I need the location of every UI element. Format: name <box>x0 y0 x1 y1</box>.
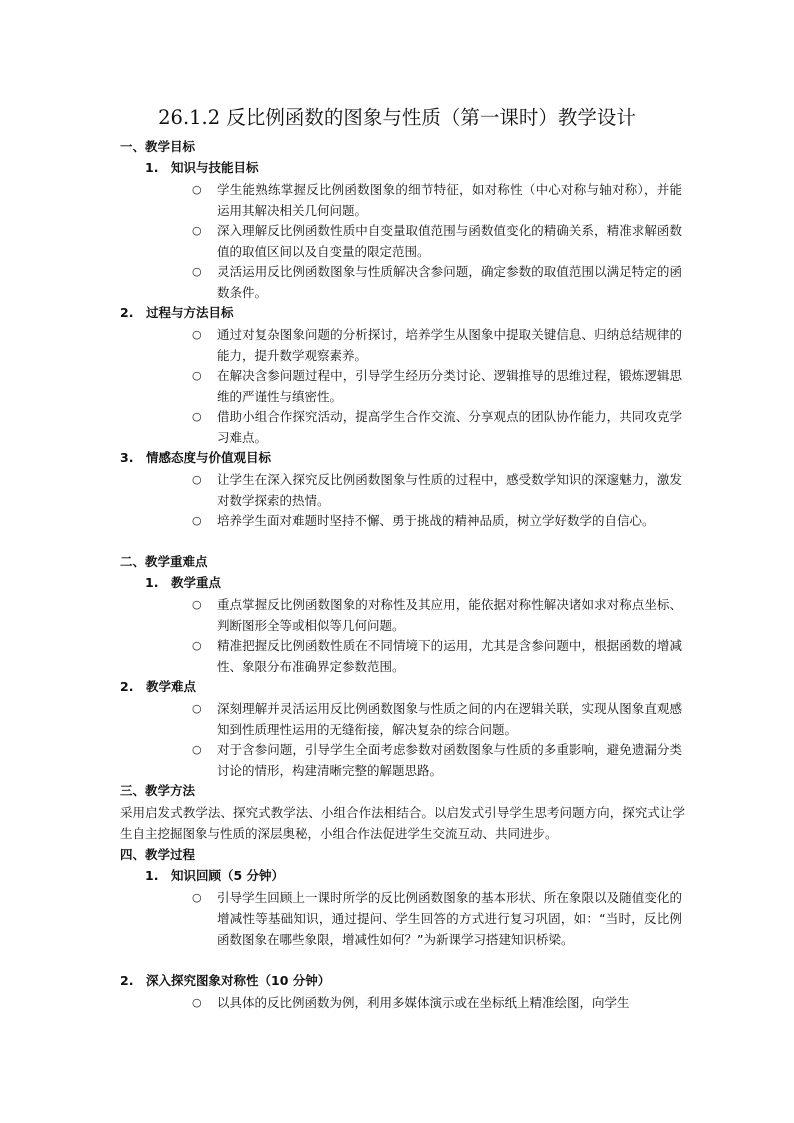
subheading-label: 知识回顾（5 分钟） <box>171 868 285 883</box>
bullet-icon: ○ <box>192 224 202 237</box>
list-item <box>192 635 682 677</box>
list-item-text: 让学生在深入探究反比例函数图象与性质的过程中，感受数学知识的深邃魅力，激发对数学探索的热情。 <box>217 472 682 508</box>
list-item-text: 对于含参问题，引导学生全面考虑参数对函数图象与性质的多重影响，避免遗漏分类讨论的情形，构建清晰完整的解题思路。 <box>217 742 682 778</box>
subheading-process-methods <box>120 303 234 323</box>
list-item-text: 在解决含参问题过程中，引导学生经历分类讨论、逻辑推导的思维过程，锻炼逻辑思维的严谨性与缜密性。 <box>217 368 682 404</box>
bullet-icon: ○ <box>192 598 202 611</box>
subheading-number: 1. <box>145 868 159 883</box>
list-item-text: 学生能熟练掌握反比例函数图象的细节特征，如对称性（中心对称与轴对称），并能运用其解决相关几何问题。 <box>217 182 682 218</box>
list-item-text: 深入理解反比例函数性质中自变量取值范围与函数值变化的精确关系，精准求解函数值的取值区间以及自变量的限定范围。 <box>217 223 682 259</box>
subheading-emotions-values <box>120 448 271 468</box>
bullet-icon: ○ <box>192 265 202 278</box>
list-item-text: 精准把握反比例函数性质在不同情境下的运用，尤其是含参问题中，根据函数的增减性、象限分布准确界定参数范围。 <box>217 638 682 674</box>
list-item-text: 灵活运用反比例函数图象与性质解决含参问题，确定参数的取值范围以满足特定的函数条件。 <box>217 264 682 300</box>
list-item <box>192 406 682 448</box>
subheading-difficult-points <box>120 677 196 697</box>
bullet-icon: ○ <box>192 183 202 196</box>
subheading-symmetry-exploration <box>120 971 330 991</box>
list-item <box>192 469 682 511</box>
subheading-number: 1. <box>145 160 159 175</box>
subheading-label: 情感态度与价值观目标 <box>146 450 272 465</box>
section-heading-teaching-methods: 三、教学方法 <box>120 783 196 798</box>
bullet-icon: ○ <box>192 639 202 652</box>
list-item <box>192 698 682 740</box>
document-title: 26.1.2 反比例函数的图象与性质（第一课时）教学设计 <box>158 106 636 129</box>
bullet-icon: ○ <box>192 514 202 527</box>
section-heading-teaching-process: 四、教学过程 <box>120 847 196 862</box>
list-item-text: 引导学生回顾上一课时所学的反比例函数图象的基本形状、所在象限以及随值变化的增减性等基础知识，通过提问、学生回答的方式进行复习巩固，如：“当时，反比例函数图象在哪些象限，增减性如何？”为新课学习搭建知识桥梁。 <box>217 890 682 947</box>
list-item-text: 培养学生面对难题时坚持不懈、勇于挑战的精神品质，树立学好数学的自信心。 <box>217 513 655 528</box>
subheading-number: 3. <box>120 450 134 465</box>
teaching-methods-paragraph: 采用启发式教学法、探究式教学法、小组合作法相结合。以启发式引导学生思考问题方向，探究式让学生自主挖掘图象与性质的深层奥秘，小组合作法促进学生交流互动、共同进步。 <box>120 805 685 841</box>
section-heading-teaching-objectives: 一、教学目标 <box>120 139 196 154</box>
list-item <box>192 887 682 950</box>
list-item <box>192 220 682 262</box>
subheading-knowledge-skills <box>145 158 259 178</box>
subheading-number: 2. <box>120 305 134 320</box>
list-item <box>192 179 682 221</box>
list-item <box>192 261 682 303</box>
bullet-icon: ○ <box>192 891 202 904</box>
list-item <box>192 324 682 366</box>
list-item-text: 重点掌握反比例函数图象的对称性及其应用，能依据对称性解决诸如求对称点坐标、判断图形全等或相似等几何问题。 <box>217 597 682 633</box>
list-item-text: 以具体的反比例函数为例，利用多媒体演示或在坐标纸上精准绘图，向学生 <box>217 995 630 1010</box>
subheading-label: 知识与技能目标 <box>171 160 259 175</box>
subheading-knowledge-review <box>145 866 284 886</box>
subheading-label: 过程与方法目标 <box>146 305 234 320</box>
section-heading-key-difficult-points: 二、教学重难点 <box>120 554 208 569</box>
bullet-icon: ○ <box>192 410 202 423</box>
subheading-number: 1. <box>145 575 159 590</box>
list-item <box>192 992 682 1013</box>
bullet-icon: ○ <box>192 743 202 756</box>
bullet-icon: ○ <box>192 996 202 1009</box>
bullet-icon: ○ <box>192 369 202 382</box>
list-item-text: 深刻理解并灵活运用反比例函数图象与性质之间的内在逻辑关联，实现从图象直观感知到性质理性运用的无缝衔接，解决复杂的综合问题。 <box>217 701 682 737</box>
subheading-number: 2. <box>120 679 134 694</box>
list-item-text: 借助小组合作探究活动，提高学生合作交流、分享观点的团队协作能力，共同攻克学习难点。 <box>217 409 682 445</box>
list-item <box>192 594 682 636</box>
subheading-number: 2. <box>120 973 134 988</box>
bullet-icon: ○ <box>192 473 202 486</box>
subheading-label: 教学重点 <box>171 575 222 590</box>
list-item <box>192 510 682 531</box>
subheading-label: 教学难点 <box>146 679 197 694</box>
subheading-key-points <box>145 573 221 593</box>
list-item-text: 通过对复杂图象问题的分析探讨，培养学生从图象中提取关键信息、归纳总结规律的能力，提升数学观察素养。 <box>217 327 682 363</box>
subheading-label: 深入探究图象对称性（10 分钟） <box>146 973 331 988</box>
bullet-icon: ○ <box>192 702 202 715</box>
list-item <box>192 739 682 781</box>
bullet-icon: ○ <box>192 328 202 341</box>
list-item <box>192 365 682 407</box>
